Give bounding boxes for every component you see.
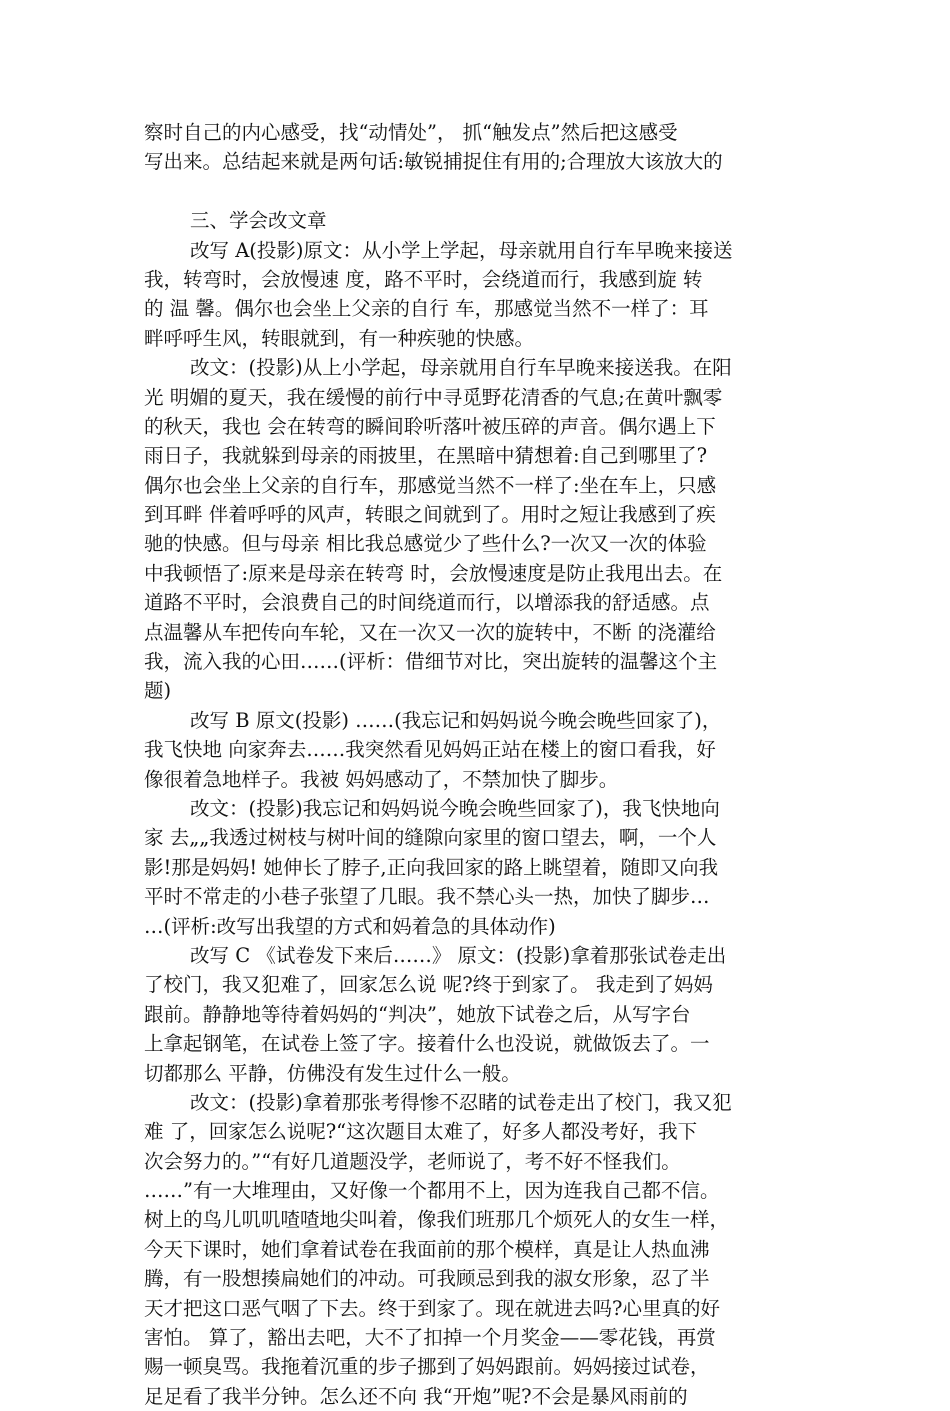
document-page — [144, 118, 814, 1411]
text-line: 改写 B 原文(投影) ……(我忘记和妈妈说今晚会晚些回家了)， — [190, 708, 722, 732]
text-line: 我飞快地 向家奔去……我突然看见妈妈正站在楼上的窗口看我，好 — [144, 738, 716, 762]
text-line: 中我顿悟了:原来是母亲在转弯 时，会放慢速度是防止我甩出去。在 — [144, 561, 723, 585]
text-line: 到耳畔 伴着呼呼的风声，转眼之间就到了。用时之短让我感到了疾 — [144, 503, 716, 527]
text-line: 的秋天，我也 会在转弯的瞬间聆听落叶被压碎的声音。偶尔遇上下 — [144, 414, 716, 438]
text-line: 上拿起钢笔，在试卷上签了字。接着什么也没说，就做饭去了。一 — [144, 1032, 710, 1056]
text-line: 我，转弯时，会放慢速 度，路不平时，会绕道而行，我感到旋 转 — [144, 267, 703, 291]
text-line: 我，流入我的心田……(评析：借细节对比，突出旋转的温馨这个主 — [144, 650, 718, 674]
text-line: 改写 A(投影)原文：从小学上学起，母亲就用自行车早晚来接送 — [190, 238, 733, 262]
text-line: 树上的鸟儿叽叽喳喳地尖叫着，像我们班那几个烦死人的女生一样， — [144, 1208, 730, 1232]
text-line: 改文：(投影)从上小学起，母亲就用自行车早晚来接送我。在阳 — [190, 356, 732, 380]
text-line: 点温馨从车把传向车轮，又在一次又一次的旋转中，不断 的浇灌给 — [144, 620, 716, 644]
text-line: 改文：(投影)拿着那张考得惨不忍睹的试卷走出了校门，我又犯 — [190, 1090, 732, 1114]
text-line: 赐一顿臭骂。我拖着沉重的步子挪到了妈妈跟前。妈妈接过试卷， — [144, 1355, 710, 1379]
blank-line — [144, 177, 814, 206]
section-heading: 三、学会改文章 — [190, 209, 327, 233]
text-line: 今天下课时，她们拿着试卷在我面前的那个模样，真是让人热血沸 — [144, 1237, 710, 1261]
text-line: 天才把这口恶气咽了下去。终于到家了。现在就进去吗?心里真的好 — [144, 1296, 720, 1320]
text-line: 害怕。 算了，豁出去吧，大不了扣掉一个月奖金——零花钱，再赏 — [144, 1326, 716, 1350]
text-line: 腾，有一股想揍扁她们的冲动。可我顾忌到我的淑女形象，忍了半 — [144, 1267, 710, 1291]
text-line: 像很着急地样子。我被 妈妈感动了，不禁加快了脚步。 — [144, 767, 619, 791]
text-line: 写出来。总结起来就是两句话:敏锐捕捉住有用的;合理放大该放大的 — [144, 150, 723, 174]
text-line: 次会努力的。”“有好几道题没学，老师说了，考不好不怪我们。 — [144, 1149, 681, 1173]
text-line: 影!那是妈妈! 她伸长了脖子,正向我回家的路上眺望着，随即又向我 — [144, 855, 719, 879]
text-line: 改文：(投影)我忘记和妈妈说今晚会晚些回家了)，我飞快地向 — [190, 796, 720, 820]
text-line: 的 温 馨。偶尔也会坐上父亲的自行 车，那感觉当然不一样了：耳 — [144, 297, 709, 321]
text-line: 光 明媚的夏天，我在缓慢的前行中寻觅野花清香的气息;在黄叶飘零 — [144, 385, 723, 409]
text-line: 难 了，回家怎么说呢?“这次题目太难了，好多人都没考好，我下 — [144, 1120, 698, 1144]
text-line: 足足看了我半分钟。怎么还不向 我“开炮”呢?不会是暴风雨前的 — [144, 1384, 688, 1408]
text-line: 平时不常走的小巷子张望了几眼。我不禁心头一热，加快了脚步… — [144, 885, 710, 909]
text-line: 驰的快感。但与母亲 相比我总感觉少了些什么?一次又一次的体验 — [144, 532, 707, 556]
text-line: 偶尔也会坐上父亲的自行车，那感觉当然不一样了:坐在车上，只感 — [144, 473, 717, 497]
text-line: 切都那么 平静，仿佛没有发生过什么一般。 — [144, 1061, 521, 1085]
text-line: 改写 C 《试卷发下来后……》 原文：(投影)拿着那张试卷走出 — [190, 943, 727, 967]
text-line: 道路不平时，会浪费自己的时间绕道而行，以增添我的舒适感。点 — [144, 591, 710, 615]
text-line: 家 去„„我透过树枝与树叶间的缝隙向家里的窗口望去，啊，一个人 — [144, 826, 717, 850]
text-line: 跟前。静静地等待着妈妈的“判决”，她放下试卷之后，从写字台 — [144, 1002, 691, 1026]
text-line: 了校门，我又犯难了，回家怎么说 呢?终于到家了。 我走到了妈妈 — [144, 973, 713, 997]
text-line: 察时自己的内心感受，找“动情处”， 抓“触发点”然后把这感受 — [144, 121, 678, 144]
text-line: ……”有一大堆理由，又好像一个都用不上，因为连我自己都不信。 — [144, 1179, 720, 1203]
text-line: 题) — [144, 679, 172, 703]
text-line: 雨日子，我就躲到母亲的雨披里，在黑暗中猜想着:自己到哪里了? — [144, 444, 708, 468]
text-line: 畔呼呼生风，转眼就到，有一种疾驰的快感。 — [144, 326, 535, 350]
text-line: …(评析:改写出我望的方式和妈着急的具体动作) — [144, 914, 556, 938]
